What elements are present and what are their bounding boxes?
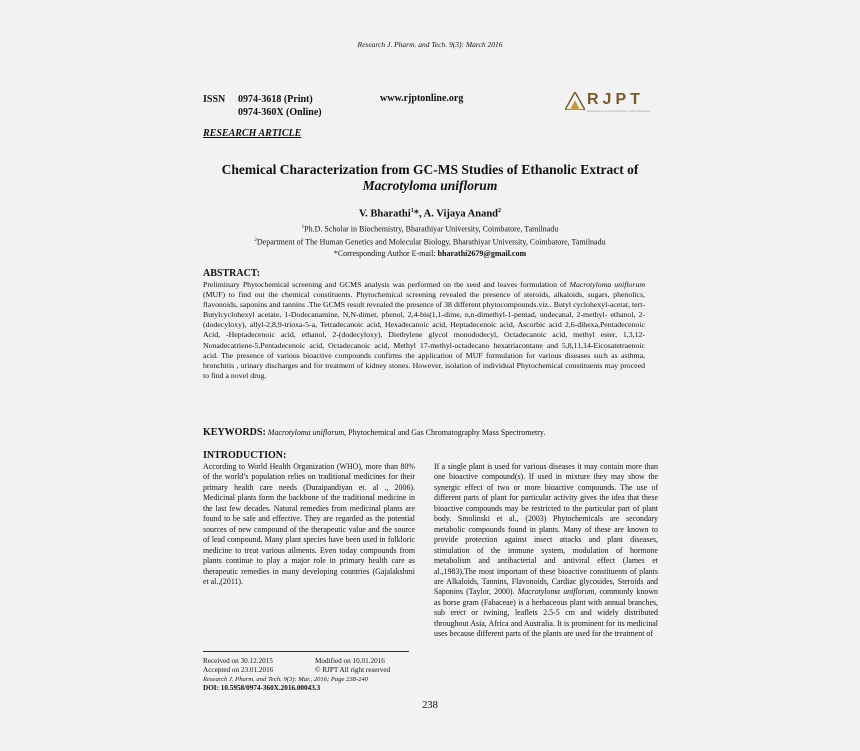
abstract-text [203, 280, 645, 381]
rjpt-logo [565, 92, 651, 116]
received-date: Received on 30.12.2015 [203, 657, 273, 665]
issn-label: ISSN [203, 94, 226, 105]
affiliation-1-sup: 1 [301, 225, 305, 230]
keywords-rest: , Phytochemical and Gas Chromatography Mass Spectrometry. [344, 428, 546, 437]
abstract-part-1: Preliminary Phytochemical screening and GCMS analysis was performed on the seed and leaves formulation of [203, 280, 570, 289]
authors [200, 208, 660, 220]
author-1-sup: 1 [410, 208, 414, 214]
logo-tagline: Research Journal of Pharmacy and Technology [587, 109, 650, 113]
author-2-sup: 2 [498, 208, 502, 214]
title-line-1: Chemical Characterization from GC-MS Studies of Ethanolic Extract of [221, 162, 639, 177]
abstract-species: Macrotyloma uniflorum [569, 280, 645, 289]
author-1: V. Bharathi [358, 208, 411, 220]
journal-citation: Research J. Pharm. and Tech. 9(3): Mar., 2016; Page 238-240 [203, 676, 369, 683]
rjpt-logo-icon [565, 92, 585, 110]
introduction-left-column: According to World Health Organization (WHO), more than 80% of the world’s population relies on traditional medicines for their primary health care needs (Duraipandiyan et. al ., 2006). Medicinal plants form the backbone of the traditional medicine in the last few decades. Natural remedies from medicinal plants are found to be safe and effective. They are regarded as the potential sources of new compound of the therapeutic value and the source of lead compound. Many plant species have been used in folkloric medicine to treat various ailments. Even today compounds from plants continue to play a major role in primary health care as therapeutic remedies in many developing countries (Gajalakshmi et al.,(2011). [203, 462, 415, 586]
article-type: RESEARCH ARTICLE [203, 128, 302, 139]
author-1-mark: *, [413, 208, 424, 220]
logo-text: RJPT [587, 91, 644, 108]
affiliation-2-sup: 2 [254, 238, 257, 244]
affiliation-1: Ph.D. Scholar in Biochemistry, Bharathiyar University, Coimbatore, Tamilnadu [304, 224, 559, 234]
title-line-2: Macrotyloma uniflorum [362, 178, 498, 193]
footnote-divider [203, 651, 409, 652]
copyright: © RJPT All right reserved [315, 666, 391, 674]
issn-block [203, 93, 322, 119]
keywords-species: Macrotyloma uniflorum [265, 428, 345, 437]
article-history [203, 657, 423, 693]
issn-print: 0974-3618 (Print) [238, 94, 313, 105]
intro-right-part-1: If a single plant is used for various diseases it may contain more than one bioactive compound(s). If used in mixture they may show the synergic effect of two or more bioactive compounds. The use of different parts of plant for particular activity gives the idea that these bioactive compounds may be restricted to the particular part of plant body. Smolinski et al., (2003) Phytochemicals are secondary metabolic compounds found in plants. Many of these are known to provide protection against insect attacks and plant diseases, stimulation of the immune system, modulation of hormone metabolism and antibacterial and antiviral effect (James et al.,1983).The most important of these bioactive constituents of plants are Alkaloids, Tannins, Flavonoids, Cardiac glycosides, Steroids and Saponins (Taylor, 2000). [434, 462, 658, 597]
keywords-label: KEYWORDS: [203, 427, 266, 438]
affiliation-2: Department of The Human Genetics and Molecular Biology, Bharathiyar University, Coimbatore, Tamilnadu [256, 237, 606, 247]
doi[interactable]: DOI: 10.5958/0974-360X.2016.00043.3 [203, 684, 321, 692]
running-head: Research J. Pharm. and Tech. 9(3): March 2016 [357, 40, 503, 49]
abstract-part-2: (MUF) to find out the chemical constituents. Phytochemical screening revealed the presence of steroids, alkaloids, sugars, phenolics, flavonoids, saponins and tannins .The GCMS result revealed the presence of 38 different phytocompounds.viz.. Butyl cyclohexyl-acetat, tert-Butylcyclohexyl acetate, 1-Dodecanamine, N,N-dimet, phenol, 2,4-bis(1,1-dime, n,n-dimethyl-1-pentad, undecanal, 2-methyl- ethanol, 2-(dodecyloxy), allyl-2,8,9-trioxa-5-a, Tetradecanoic acid, Hexadecanoic acid, Heptadecenoic acid, Ascorbic acid 2,6-dihexa,Pentadecenoic Acid, -Heptadecenoic acid, ethanol, 2-(dodecyloxy), Diethylene glycol monododecyl, Octadecanoic acid, methyl ester, 1,3,12-Nonadecatriene-5,Pentadecenoic acid, Octadecanoic acid, Methyl 17-methyl-octadecano hexatriacontane and 5,8,11,14-Eicosatetraenoic acid. The presence of various bioactive compounds confirms the application of MUF formulation for various diseases such as asthma, bronchitis , urinary discharges and for treatment of kidney stones. However, isolation of individual Phytochemical constituents may proceed to find a novel drug. [203, 290, 645, 380]
abstract-heading: ABSTRACT: [203, 268, 261, 279]
accepted-date: Accepted on 23.01.2016 [203, 666, 274, 674]
page-number: 238 [422, 700, 438, 711]
corresponding-email[interactable]: bharathi2679@gmail.com [437, 249, 527, 259]
introduction-right-column [434, 462, 658, 640]
keywords [203, 427, 545, 438]
intro-right-part-2: , commonly known as horse gram (Fabaceae) is a herbaceous plant with annual branches, sub erect or twining, leaflets 2.5-5 cm and widely distributed throughout Asia, Africa and Australia. It is prominent for its medicinal uses because different parts of the plants are used for the treatment of [434, 587, 658, 639]
journal-website[interactable]: www.rjptonline.org [380, 93, 464, 104]
introduction-heading: INTRODUCTION: [203, 450, 287, 461]
modified-date: Modified on 10.01.2016 [315, 657, 385, 665]
issn-online: 0974-360X (Online) [238, 107, 322, 118]
affiliations [200, 222, 660, 260]
corresponding-label: *Corresponding Author E-mail: [333, 249, 438, 259]
intro-right-species: Macrotyloma uniflorum [517, 587, 595, 597]
article-title [200, 162, 660, 194]
author-2: A. Vijaya Anand [423, 208, 499, 220]
